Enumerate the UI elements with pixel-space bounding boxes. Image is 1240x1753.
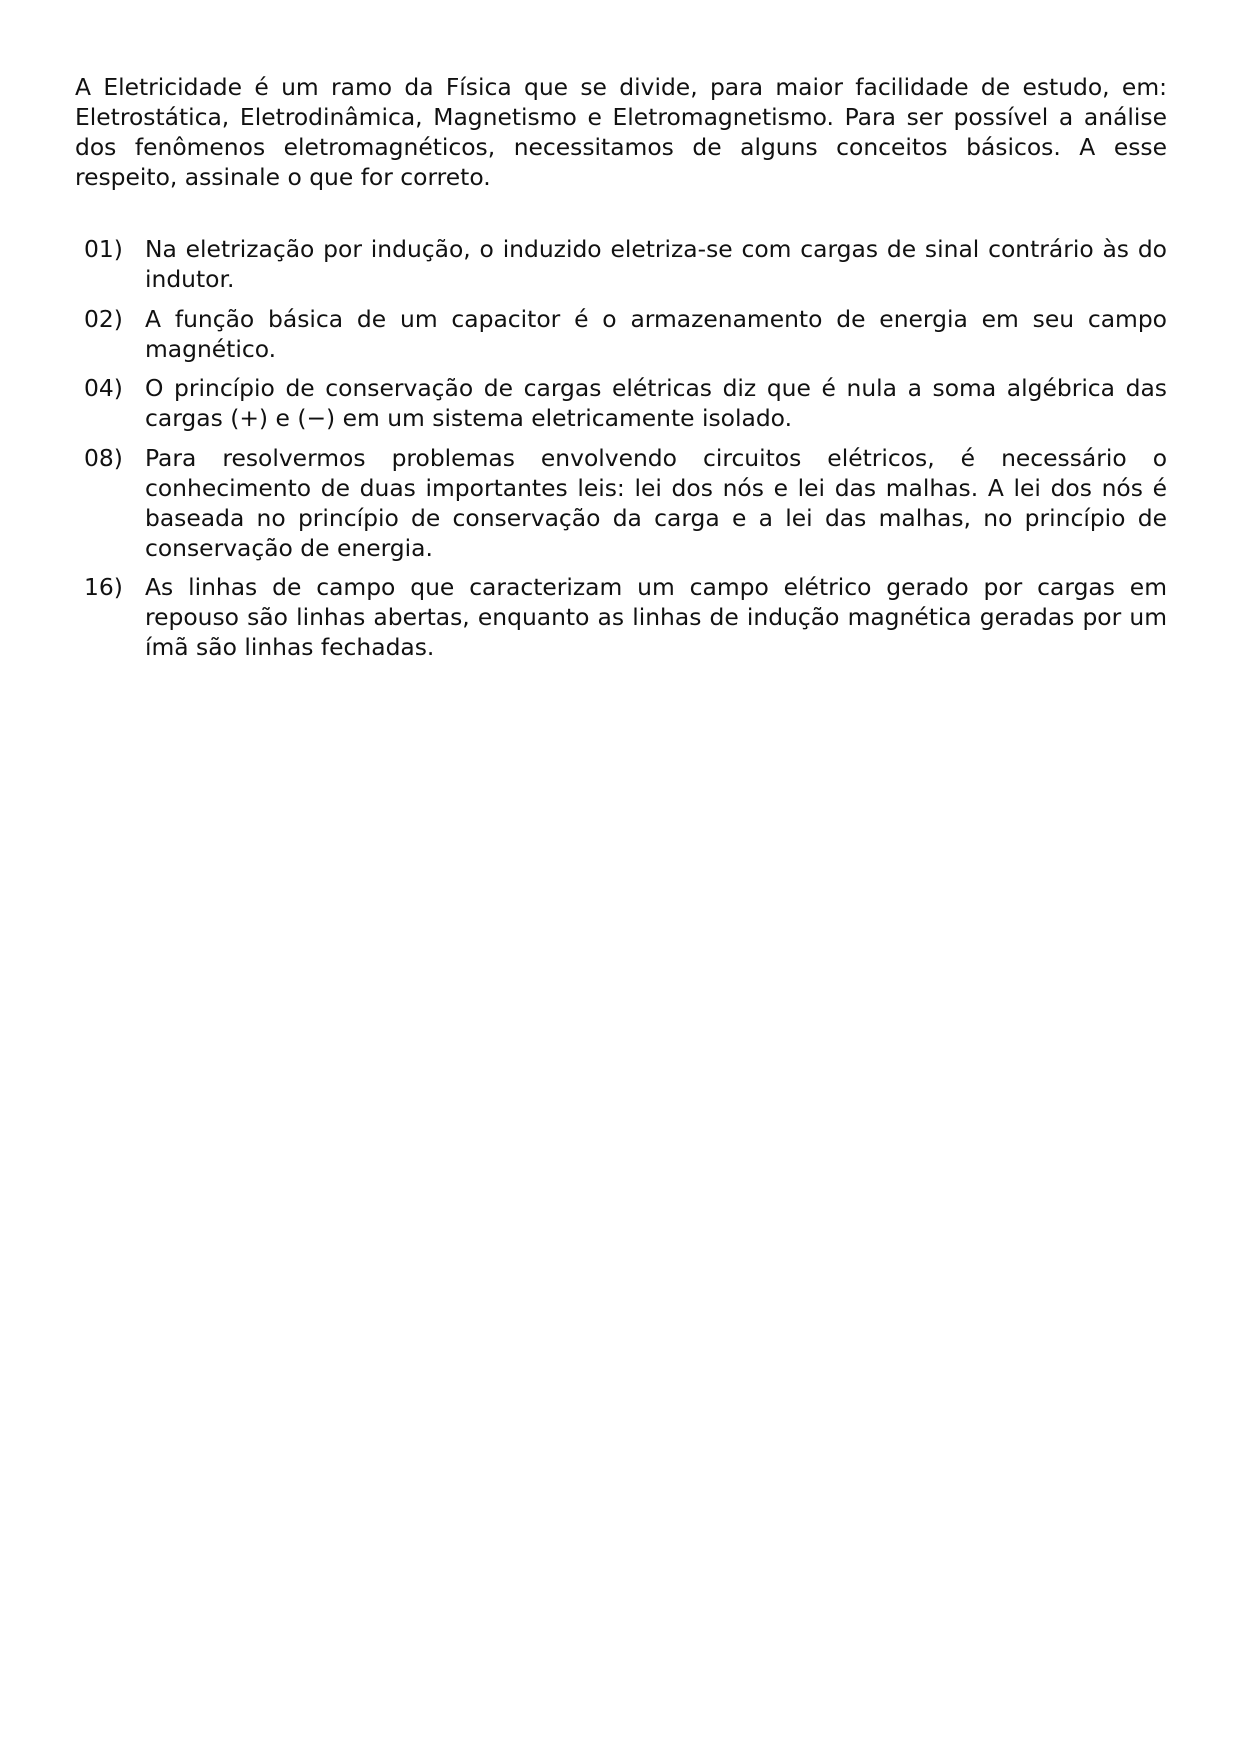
answer-options-list: [75, 234, 1167, 662]
option-text: As linhas de campo que caracterizam um campo elétrico gerado por cargas em repouso são linhas abertas, enquanto as linhas de indução magnética geradas por um ímã são linhas fechadas.: [145, 573, 1167, 661]
answer-option-02: [75, 304, 1167, 364]
question-page: [75, 72, 1167, 672]
option-number: 16): [84, 573, 123, 601]
answer-option-04: [75, 373, 1167, 433]
question-intro: A Eletricidade é um ramo da Física que se divide, para maior facilidade de estudo, em: Eletrostática, Eletrodinâmica, Magnetismo e Eletromagnetismo. Para ser possível a análise dos fenômenos eletromagnéticos, necessitamos de alguns conceitos básicos. A esse respeito, assinale o que for correto.: [75, 73, 1167, 191]
option-number: 01): [84, 235, 123, 263]
option-text: A função básica de um capacitor é o armazenamento de energia em seu campo magnético.: [145, 304, 1167, 363]
option-text: Na eletrização por indução, o induzido eletriza-se com cargas de sinal contrário às do indutor.: [145, 235, 1167, 293]
answer-option-16: [75, 572, 1167, 662]
option-text: Para resolvermos problemas envolvendo circuitos elétricos, é necessário o conhecimento de duas importantes leis: lei dos nós e lei das malhas. A lei dos nós é baseada no princípio de conservação da carga e a lei das malhas, no princípio de conservação de energia.: [145, 443, 1167, 562]
option-text: O princípio de conservação de cargas elétricas diz que é nula a soma algébrica das cargas (+) e (−) em um sistema eletricamente isolado.: [145, 374, 1167, 432]
option-number: 04): [84, 374, 123, 402]
option-number: 02): [84, 304, 123, 333]
option-number: 08): [84, 443, 123, 472]
answer-option-08: [75, 443, 1167, 563]
answer-option-01: [75, 234, 1167, 294]
